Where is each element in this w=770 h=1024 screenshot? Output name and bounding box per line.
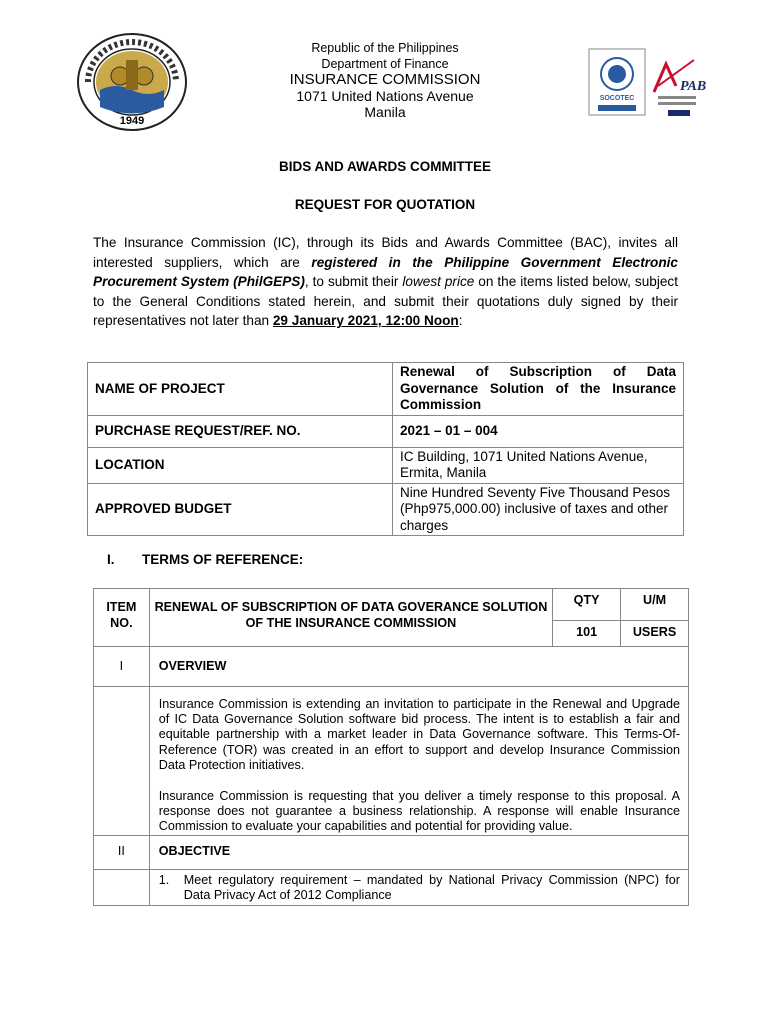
socotec-certification-logo [588, 48, 646, 116]
um-header: U/M [621, 589, 689, 621]
pab-accreditation-logo [650, 52, 707, 118]
overview-number: I [94, 647, 150, 687]
table-row [88, 415, 684, 447]
intro-text-3: on the items listed below, subject to the General Conditions stated herein, and submit their quotations duly signed by their representatives not later than [93, 274, 678, 329]
table-row [94, 589, 689, 621]
philgeps-requirement: registered in the Philippine Government Electronic Procurement System (PhilGEPS) [93, 254, 678, 290]
table-row [94, 647, 689, 687]
list-item [159, 873, 680, 903]
address-line: 1071 United Nations Avenue [296, 88, 474, 104]
overview-paragraph-1: Insurance Commission is extending an invitation to participate in the Renewal and Upgrade of IC Data Governance Solution software bid process. The intent is to establish a fair and equitable partnership with a market leader in Data Governance software. This Terms-Of-Reference (TOR) was created in an effort to support and develop Insurance Commission Data Protection initiatives. [158, 697, 680, 772]
section-number: I. [107, 552, 115, 567]
table-row [88, 447, 684, 483]
city-line: Manila [364, 104, 406, 120]
empty-cell [94, 869, 150, 905]
approved-budget-label: APPROVED BUDGET [88, 483, 393, 536]
insurance-commission-seal-logo [76, 32, 188, 132]
location-value: IC Building, 1071 United Nations Avenue, Ermita, Manila [393, 447, 684, 483]
approved-budget-value: Nine Hundred Seventy Five Thousand Pesos (Php975,000.00) inclusive of taxes and other charges [393, 483, 684, 536]
agency-name: INSURANCE COMMISSION [289, 71, 481, 88]
table-row [88, 363, 684, 416]
intro-text-1: The Insurance Commission (IC), through its Bids and Awards Committee (BAC), invites all interested suppliers, which are [93, 235, 678, 270]
lowest-price-emphasis: lowest price [402, 274, 475, 290]
item-no-header: ITEM NO. [94, 589, 150, 647]
objective-list [149, 869, 688, 905]
empty-cell [94, 687, 150, 836]
department-line: Department of Finance [321, 57, 449, 71]
socotec-label: SOCOTEC [599, 95, 635, 102]
republic-line: Republic of the Philippines [311, 41, 459, 55]
list-item-number: 1. [158, 872, 170, 887]
intro-text-4: : [458, 313, 463, 329]
list-item-text: Meet regulatory requirement – mandated by National Privacy Commission (NPC) for Data Privacy Act of 2012 Compliance [183, 872, 680, 902]
section-title: TERMS OF REFERENCE: [142, 552, 304, 567]
overview-heading: OVERVIEW [149, 647, 688, 687]
project-info-table [87, 362, 684, 536]
letterhead-text [250, 40, 520, 120]
project-name-label: NAME OF PROJECT [88, 363, 393, 416]
table-row [94, 687, 689, 836]
um-value: USERS [621, 621, 689, 647]
submission-deadline: 29 January 2021, 12:00 Noon [272, 313, 459, 329]
committee-title: BIDS AND AWARDS COMMITTEE [279, 159, 491, 174]
seal-year: 1949 [119, 115, 145, 127]
project-name-value: Renewal of Subscription of Data Governance Solution of the Insurance Commission [393, 363, 684, 416]
intro-paragraph [93, 233, 678, 331]
overview-body [149, 687, 688, 836]
qty-value: 101 [553, 621, 621, 647]
purchase-request-value: 2021 – 01 – 004 [393, 415, 684, 447]
objective-heading: OBJECTIVE [149, 835, 688, 869]
qty-header: QTY [553, 589, 621, 621]
objective-number: II [94, 835, 150, 869]
pab-label: PAB [680, 79, 707, 94]
rfq-title: REQUEST FOR QUOTATION [294, 197, 476, 212]
tor-title-header: RENEWAL OF SUBSCRIPTION OF DATA GOVERANCE SOLUTION OF THE INSURANCE COMMISSION [149, 589, 552, 647]
overview-paragraph-2: Insurance Commission is requesting that you deliver a timely response to this proposal. A response does not guarantee a business relationship. A response will enable Insurance Commission to evaluate your capabilities and potential for providing value. [158, 789, 680, 834]
letterhead [0, 0, 770, 140]
location-label: LOCATION [88, 447, 393, 483]
intro-text-2: , to submit their [304, 274, 403, 290]
terms-of-reference-table [93, 588, 689, 906]
purchase-request-label: PURCHASE REQUEST/REF. NO. [88, 415, 393, 447]
table-row [94, 869, 689, 905]
section-heading [107, 552, 303, 567]
table-row [94, 835, 689, 869]
table-row [88, 483, 684, 536]
